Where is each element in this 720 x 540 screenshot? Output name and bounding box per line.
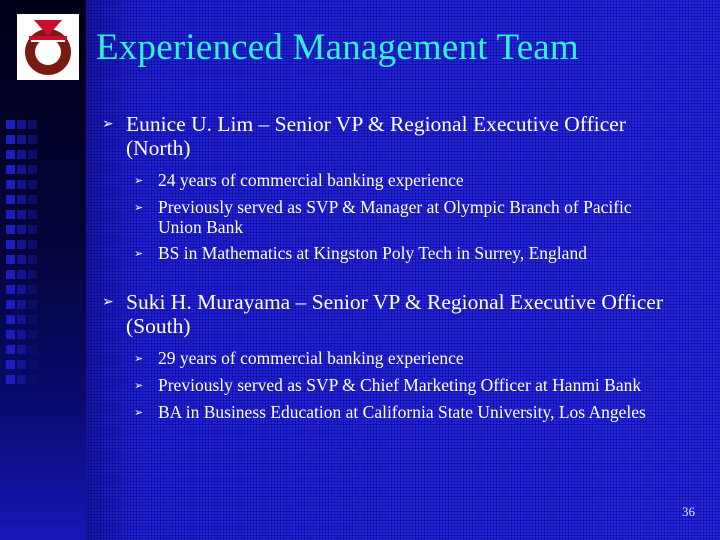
sub-bullet-text: BA in Business Education at California State University, Los Angeles bbox=[158, 402, 646, 422]
bullet-heading-text: Eunice U. Lim – Senior VP & Regional Executive Officer (North) bbox=[126, 112, 626, 160]
page-number: 36 bbox=[682, 504, 695, 519]
sub-bullet-text: Previously served as SVP & Chief Marketing Officer at Hanmi Bank bbox=[158, 375, 642, 395]
sub-bullet-text: 29 years of commercial banking experience bbox=[158, 348, 464, 368]
sub-bullet-list bbox=[134, 348, 682, 423]
bullet-heading bbox=[102, 112, 682, 160]
arrow-bullet-icon: ➢ bbox=[102, 117, 114, 132]
arrow-bullet-icon: ➢ bbox=[134, 175, 144, 187]
sub-bullet-text: Previously served as SVP & Manager at Olympic Branch of Pacific Union Bank bbox=[158, 197, 632, 237]
sub-bullet-text: BS in Mathematics at Kingston Poly Tech in Surrey, England bbox=[158, 243, 587, 263]
sub-bullet-item bbox=[134, 197, 664, 237]
sub-bullet-item bbox=[134, 375, 664, 396]
arrow-bullet-icon: ➢ bbox=[102, 295, 114, 310]
bullet-heading-text: Suki H. Murayama – Senior VP & Regional Executive Officer (South) bbox=[126, 290, 663, 338]
sub-bullet-item bbox=[134, 402, 664, 423]
sub-bullet-item bbox=[134, 348, 664, 369]
sub-bullet-list bbox=[134, 170, 682, 264]
arrow-bullet-icon: ➢ bbox=[134, 248, 144, 260]
sub-bullet-item bbox=[134, 170, 664, 191]
company-logo-icon bbox=[17, 14, 79, 80]
page-title: Experienced Management Team bbox=[96, 27, 579, 68]
arrow-bullet-icon: ➢ bbox=[134, 380, 144, 392]
bullet-section bbox=[102, 112, 682, 264]
bullet-section bbox=[102, 290, 682, 423]
arrow-bullet-icon: ➢ bbox=[134, 202, 144, 214]
bullet-heading bbox=[102, 290, 682, 338]
decorative-squares bbox=[6, 120, 15, 384]
slide-content bbox=[102, 112, 682, 449]
arrow-bullet-icon: ➢ bbox=[134, 407, 144, 419]
sub-bullet-item bbox=[134, 243, 664, 264]
arrow-bullet-icon: ➢ bbox=[134, 353, 144, 365]
sub-bullet-text: 24 years of commercial banking experience bbox=[158, 170, 464, 190]
